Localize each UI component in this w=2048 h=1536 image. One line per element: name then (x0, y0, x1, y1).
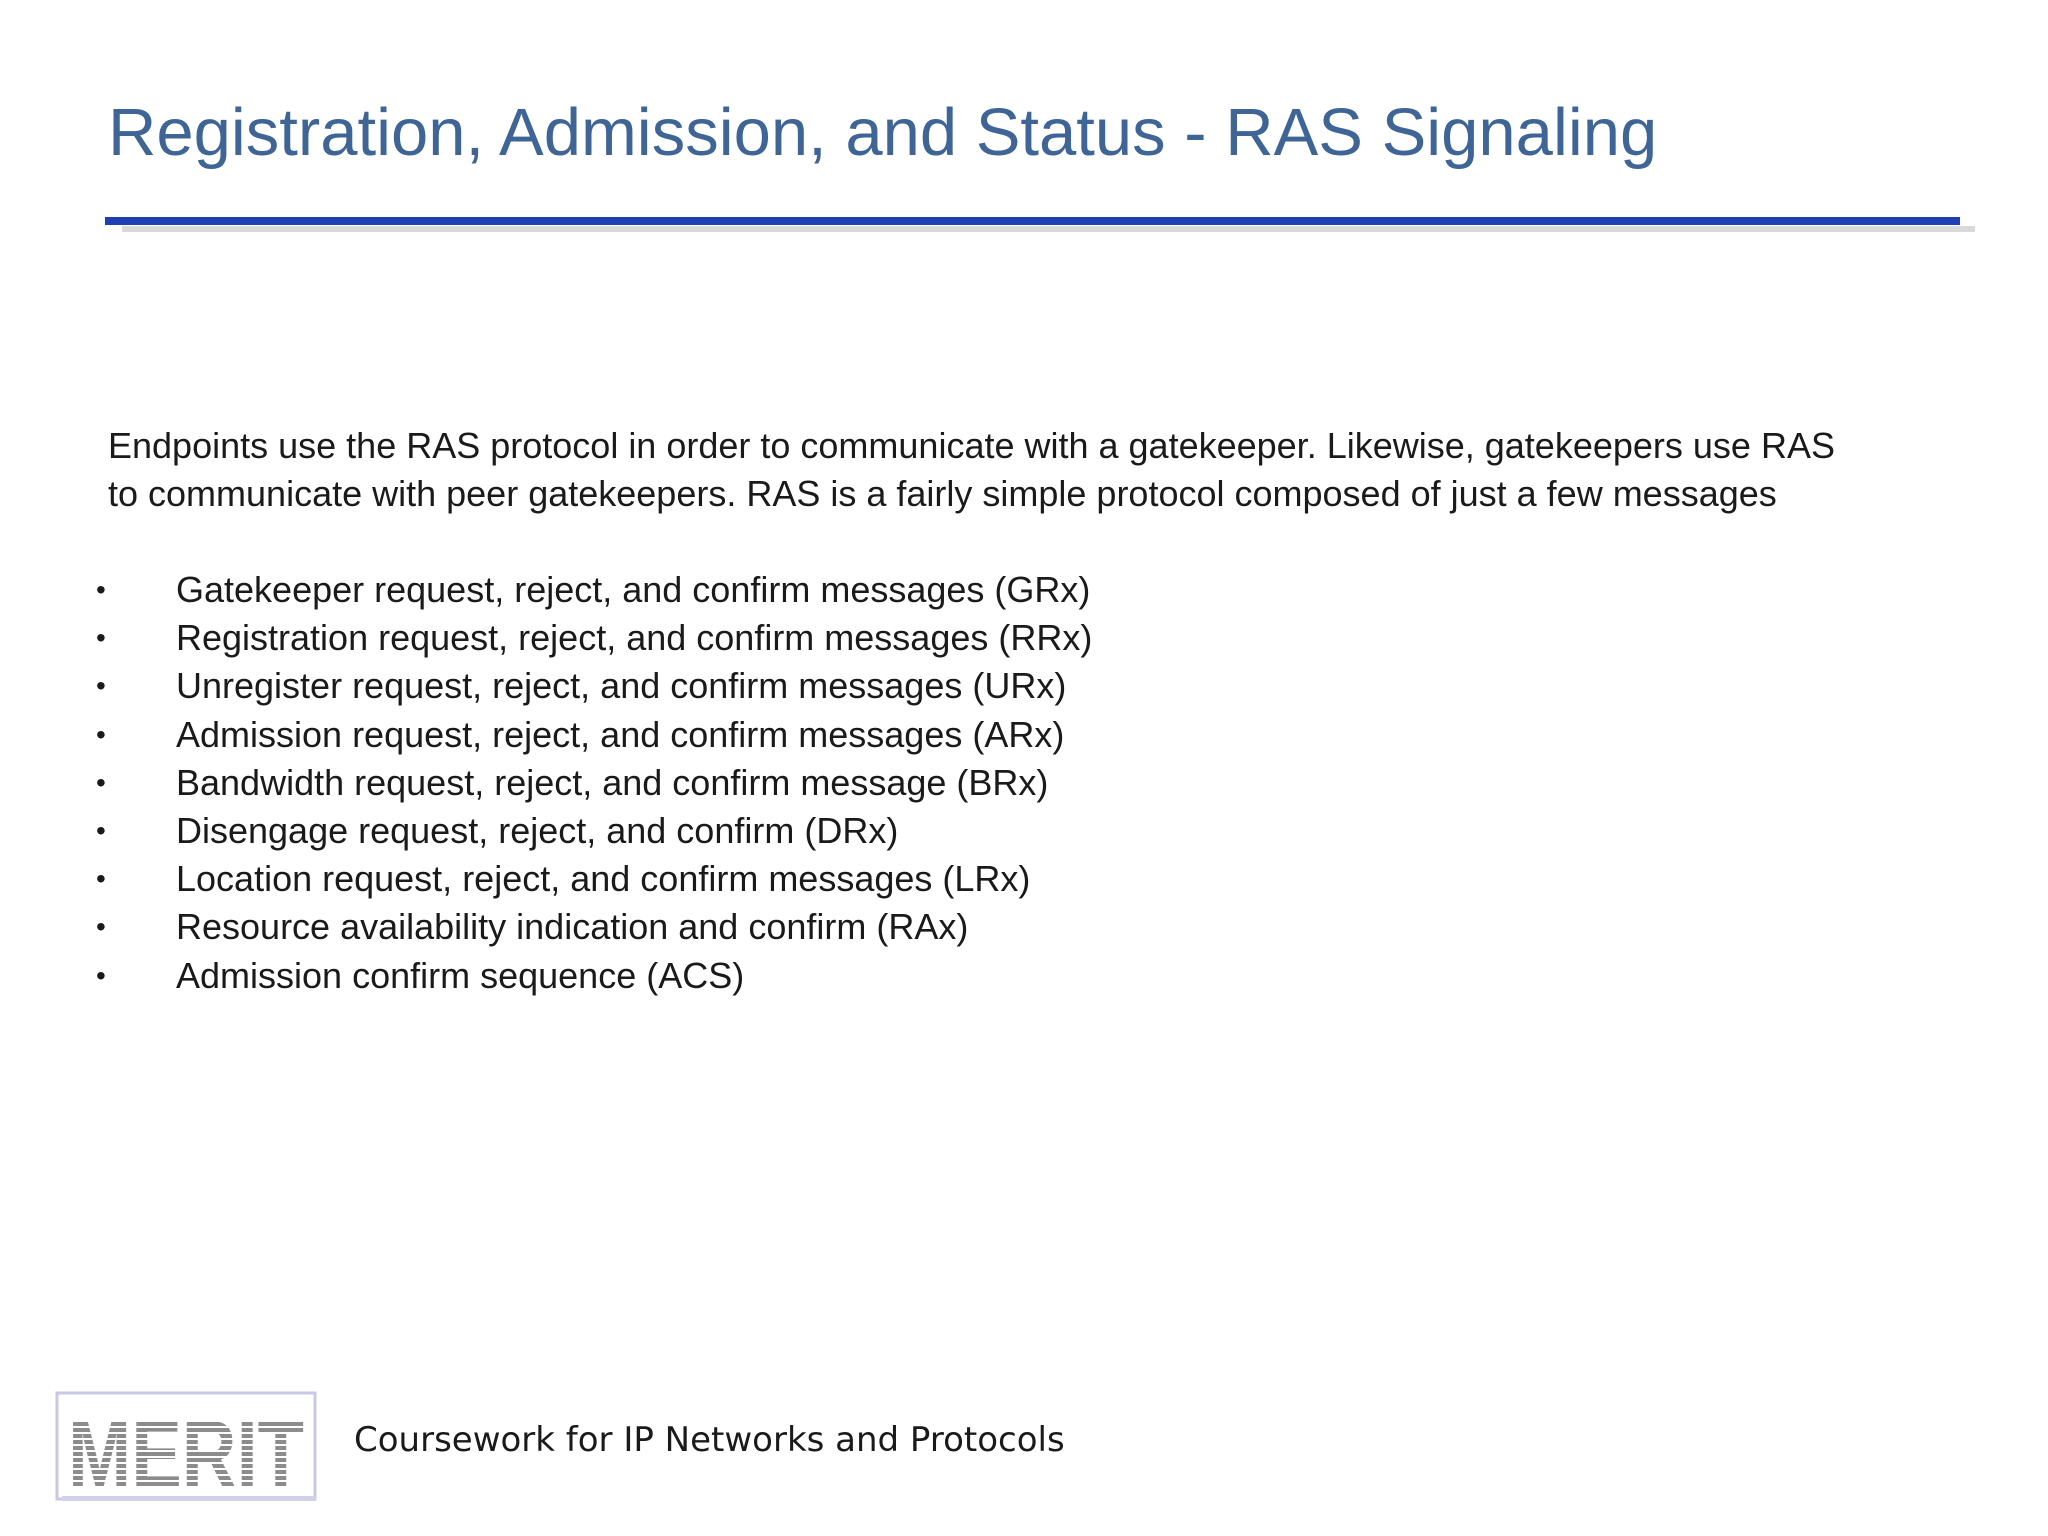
bullet-icon: • (96, 670, 106, 702)
intro-line-2: to communicate with peer gatekeepers. RAS is a fairly simple protocol composed of just a few messages (108, 473, 1777, 514)
list-item (92, 566, 1092, 614)
slide-title: Registration, Admission, and Status - RAS Signaling (108, 95, 1658, 170)
footer-course-title: Coursework for IP Networks and Protocols (354, 1420, 1065, 1460)
list-item-text: Registration request, reject, and confirm messages (RRx) (176, 617, 1093, 659)
bullet-icon: • (96, 863, 106, 895)
list-item-text: Location request, reject, and confirm messages (LRx) (176, 858, 1031, 900)
merit-logo (56, 1392, 318, 1508)
intro-line-1: Endpoints use the RAS protocol in order to communicate with a gatekeeper. Likewise, gatekeepers use RAS (108, 425, 1835, 466)
intro-paragraph (108, 422, 1848, 518)
list-item-text: Admission request, reject, and confirm messages (ARx) (176, 713, 1065, 755)
list-item (92, 952, 1092, 1000)
list-item (92, 807, 1092, 855)
bullet-icon: • (96, 574, 106, 605)
list-item-text: Bandwidth request, reject, and confirm message (BRx) (176, 761, 1049, 803)
logo-wordmark: MERIT (68, 1401, 304, 1508)
list-item (92, 662, 1092, 710)
list-item-text: Disengage request, reject, and confirm (DRx) (176, 810, 899, 852)
bullet-icon: • (96, 815, 106, 847)
ras-message-list (92, 566, 1092, 1000)
list-item (92, 903, 1092, 951)
list-item-text: Resource availability indication and confirm (RAx) (176, 906, 969, 948)
bullet-icon: • (96, 911, 106, 943)
list-item-text: Unregister request, reject, and confirm messages (URx) (176, 665, 1067, 707)
bullet-icon: • (96, 622, 106, 654)
list-item-text: Gatekeeper request, reject, and confirm messages (GRx) (176, 569, 1091, 610)
list-item (92, 711, 1092, 759)
bullet-icon: • (96, 959, 106, 991)
bullet-icon: • (96, 766, 106, 798)
list-item (92, 855, 1092, 903)
list-item-text: Admission confirm sequence (ACS) (176, 954, 745, 996)
title-divider (105, 217, 1960, 225)
list-item (92, 759, 1092, 807)
list-item (92, 614, 1092, 662)
bullet-icon: • (96, 718, 106, 750)
